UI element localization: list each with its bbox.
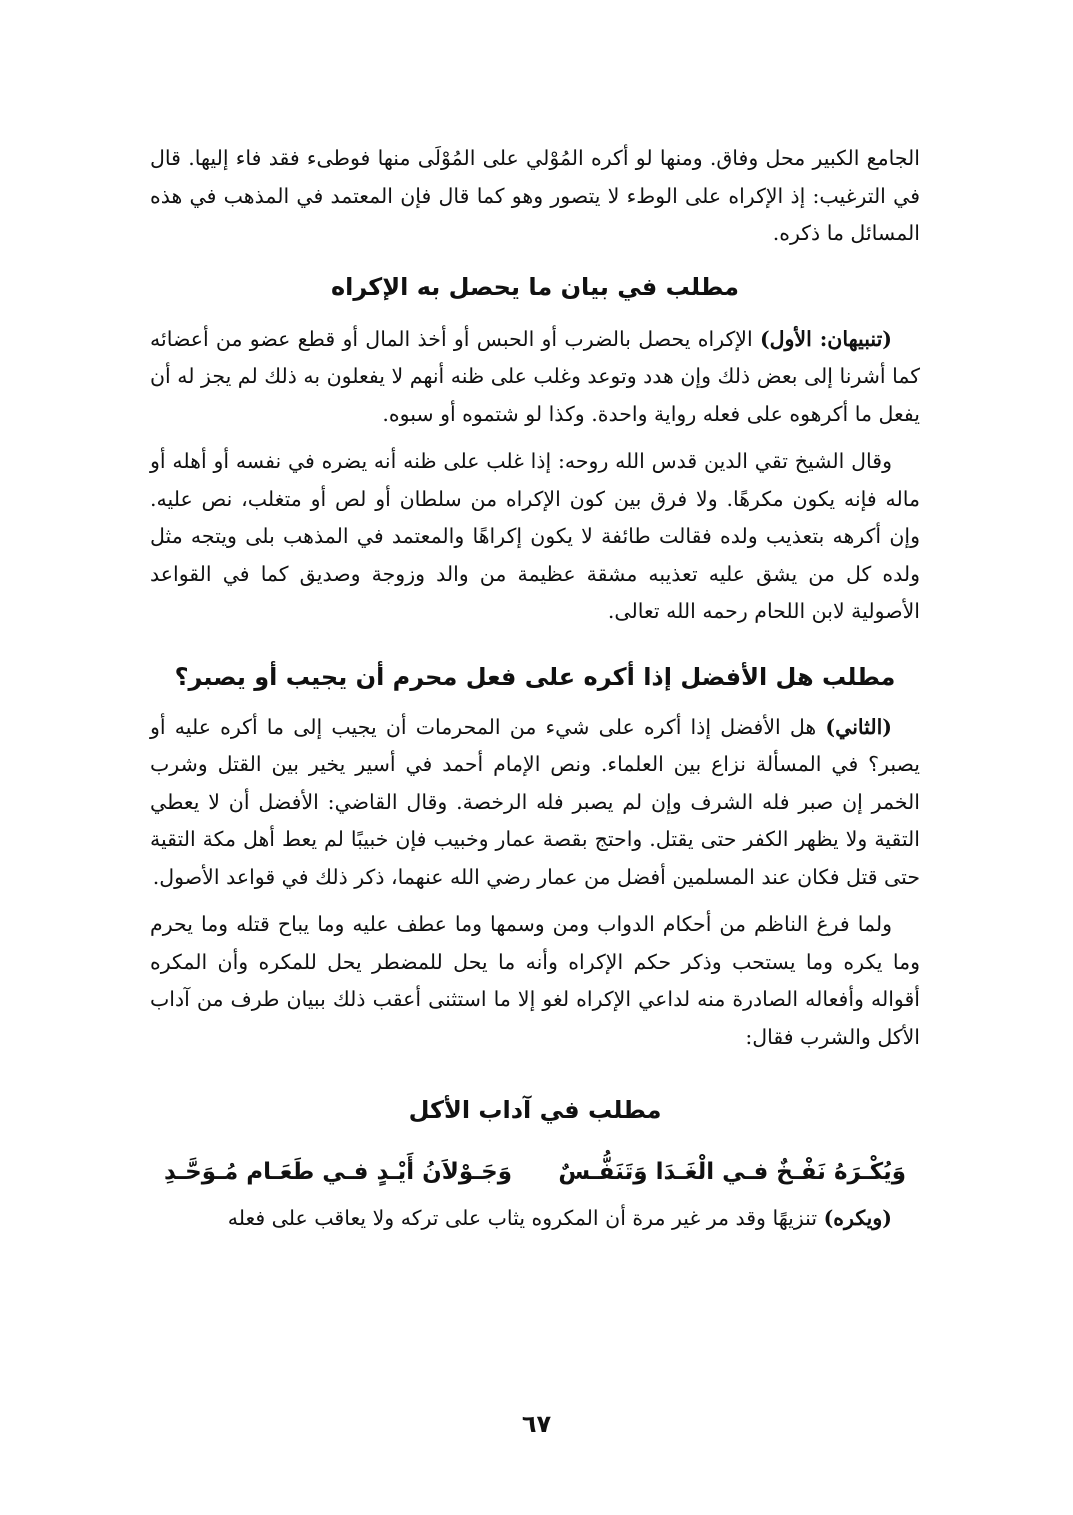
page-number: ٦٧: [521, 1410, 552, 1438]
section-heading-eating-etiquette: مطلب في آداب الأكل: [408, 1096, 662, 1124]
paragraph-lead: (ويكره): [823, 1206, 892, 1230]
paragraph-commentary: [150, 1200, 920, 1238]
paragraph-second-note: [150, 709, 920, 897]
paragraph-body: الإكراه يحصل بالضرب أو الحبس أو أخذ المال أو قطع عضو من أعضائه كما أشرنا إلى بعض ذلك وإن هدد وتوعد وغلب على ظنه أنهم لا يفعلون به ذلك لم يجز له أن يفعل ما أكرهوه على فعله رواية واحدة. وكذا لو شتموه أو سبوه.: [150, 326, 920, 426]
section-heading-best-choice: مطلب هل الأفضل إذا أكره على فعل محرم أن يجيب أو يصبر؟: [174, 662, 896, 691]
paragraph-lead: (تنبيهان: الأول): [759, 326, 892, 351]
document-page: [150, 140, 920, 1238]
verse-second-hemistich: وَجَـوْلاَنُ أَيْـدٍ فـي طَعَـام مُـوَحَّـدِ: [164, 1159, 513, 1185]
paragraph-body: تنزيهًا وقد مر غير مرة أن المكروه يثاب على تركه ولا يعاقب على فعله: [227, 1206, 824, 1230]
paragraph-taqi-al-din: وقال الشيخ تقي الدين قدس الله روحه: إذا غلب على ظنه أنه يضره في نفسه أو أهله أو ماله فإنه يكون مكرهًا. ولا فرق بين كون الإكراه من سلطان أو لص أو متغلب، نص عليه. وإن أكرهه بتعذيب ولده فقالت طائفة لا يكون إكراهًا والمعتمد في المذهب بلى ويتجه مثل ولده كل من يشق عليه تعذيبه مشقة عظيمة من والد وزوجة وصديق كما في القواعد الأصولية لابن اللحام رحمه الله تعالى.: [150, 449, 920, 623]
paragraph-lead: (الثاني): [825, 714, 892, 739]
poem-verse: [164, 1152, 906, 1192]
paragraph-body: هل الأفضل إذا أكره على شيء من المحرمات أن يجيب إلى ما أكره عليه أو يصبر؟ في المسألة نزاع بين العلماء. ونص الإمام أحمد في أسير يخير بين القتل وشرب الخمر إن صبر فله الشرف وإن لم يصبر فله الرخصة. وقال القاضي: الأفضل أن لا يعطي التقية ولا يظهر الكفر حتى يقتل. واحتج بقصة عمار وخبيب فإن خبيبًا لم يعط أهل مكة التقية حتى قتل فكان عند المسلمين أفضل من عمار رضي الله عنهما، ذكر ذلك في قواعد الأصول.: [150, 714, 920, 889]
verse-first-hemistich: وَيُكْـرَهُ نَفْـخٌ فـي الْغَـدَا وَتَنَفُّـسٌ: [558, 1159, 906, 1185]
paragraph-opening: الجامع الكبير محل وفاق. ومنها لو أكره المُوْلي على المُوْلَى منها فوطىء فقد فاء إليها. قال في الترغيب: إذ الإكراه على الوطء لا يتصور وهو كما قال فإن المعتمد في المذهب في هذه المسائل ما ذكره.: [150, 146, 920, 245]
paragraph-two-notes: [150, 321, 920, 434]
paragraph-transition: ولما فرغ الناظم من أحكام الدواب ومن وسمها وما عطف عليه وما يباح قتله وما يحرم وما يكره وما يستحب وذكر حكم الإكراه وأنه ما يحل للمضطر يحل للمكره وأن المكره أقواله وأفعاله الصادرة منه لداعي الإكراه لغو إلا ما استثنى أعقب ذلك ببيان طرف من آداب الأكل والشرب فقال:: [150, 912, 920, 1049]
section-heading-coercion: مطلب في بيان ما يحصل به الإكراه: [330, 272, 740, 301]
